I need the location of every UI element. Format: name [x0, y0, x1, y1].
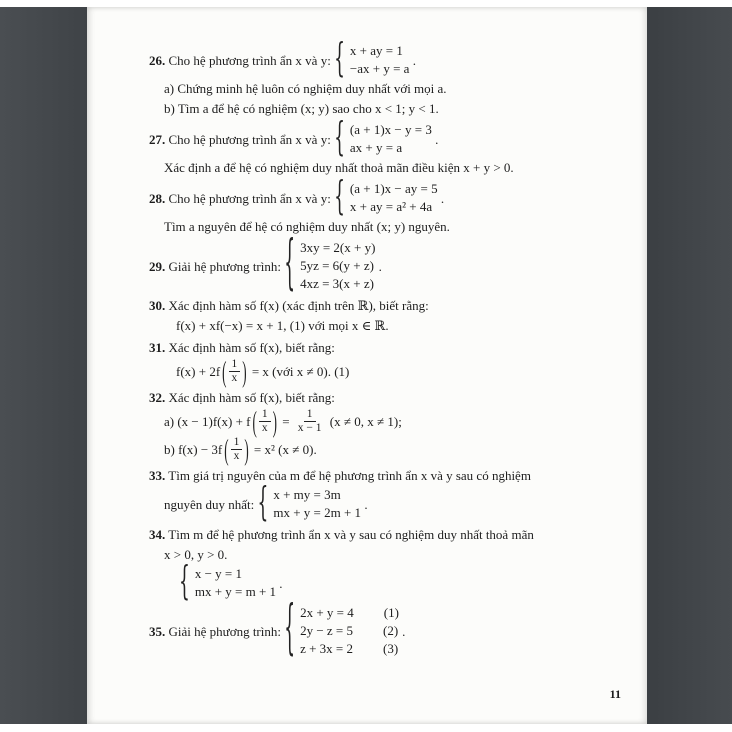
- equation-column: [350, 180, 438, 216]
- equation-label: (3): [383, 641, 399, 656]
- equation-system: [334, 173, 438, 220]
- fraction: [223, 432, 249, 467]
- equation-column: [350, 121, 432, 157]
- text-run: nguyên duy nhất:: [164, 496, 258, 512]
- text-run: f(x) + xf(−x) = x + 1, (1) với mọi x ∈ ℝ.: [176, 318, 389, 333]
- text-run: Xác định a để hệ có nghiệm duy nhất thoả mãn điều kiện x + y > 0.: [164, 160, 514, 175]
- equation-text: 3xy = 2(x + y): [300, 240, 376, 255]
- text-run: a) (x − 1)f(x) + f: [164, 414, 251, 429]
- book-page: [87, 7, 647, 724]
- problem-line: [149, 338, 619, 357]
- paren-open: (: [222, 354, 227, 389]
- equation-text: 5yz = 6(y + z): [300, 258, 374, 273]
- fraction: [294, 408, 326, 435]
- paren-open: (: [252, 404, 257, 439]
- text-run: .: [409, 52, 416, 68]
- equation-system: [284, 594, 399, 664]
- problem-line: [149, 525, 619, 544]
- problem-line: [149, 35, 619, 82]
- equation: [195, 565, 276, 583]
- system-brace-icon: {: [257, 479, 269, 526]
- equation-column: [195, 565, 276, 601]
- text-run: .: [431, 131, 439, 147]
- fraction: [221, 354, 247, 389]
- text-run: Giải hệ phương trình:: [165, 258, 285, 274]
- text-run: .: [375, 258, 382, 274]
- fraction-denominator: x: [261, 422, 268, 434]
- equation-text: (a + 1)x − ay = 5: [349, 181, 438, 196]
- problem-number: 34.: [149, 527, 166, 542]
- problem-31: [149, 338, 619, 389]
- problem-line: [149, 173, 619, 220]
- problem-number: 31.: [149, 340, 166, 355]
- problem-32: [149, 388, 619, 467]
- system-brace-icon: {: [334, 35, 345, 82]
- fraction-body: [259, 408, 271, 435]
- paren-close: ): [242, 354, 247, 389]
- problem-line: [149, 296, 619, 315]
- problem-line: [164, 99, 619, 118]
- problem-number: 32.: [149, 390, 166, 405]
- equation-label: (2): [383, 623, 399, 638]
- equation-text: 2y − z = 5: [300, 623, 354, 638]
- fraction-numerator: 1: [231, 436, 243, 450]
- photo-background-left: [0, 7, 87, 724]
- problem-line: [164, 217, 619, 236]
- equation: [350, 180, 438, 198]
- text-run: =: [278, 414, 293, 429]
- text-run: Tìm giá trị nguyên của m để hệ phương trình ẩn x và y sau có nghiệm: [165, 468, 531, 483]
- text-run: Cho hệ phương trình ẩn x và y:: [165, 131, 335, 147]
- equation-system: [284, 229, 376, 299]
- equation-text: x − y = 1: [194, 566, 242, 581]
- equation-system: [257, 479, 362, 526]
- equation-column: [273, 486, 361, 522]
- problem-number: 30.: [149, 298, 166, 313]
- problem-line: [179, 558, 619, 605]
- problem-27: [149, 114, 619, 177]
- problem-number: 27.: [149, 131, 166, 147]
- problem-number: 35.: [149, 623, 166, 639]
- equation: [300, 257, 375, 275]
- equation: [300, 239, 375, 257]
- text-run: .: [361, 496, 368, 512]
- fraction-numerator: 1: [304, 408, 316, 422]
- text-run: b) Tìm a để hệ có nghiệm (x; y) sao cho x < 1; y < 1.: [164, 101, 439, 116]
- fraction-denominator: x − 1: [297, 422, 322, 434]
- equation-text: z + 3x = 2: [300, 641, 354, 656]
- equation-column: [350, 42, 410, 78]
- paren-close: ): [244, 432, 249, 467]
- text-run: .: [437, 190, 445, 206]
- text-run: b) f(x) − 3f: [164, 442, 223, 457]
- equation-text: ax + y = a: [349, 140, 403, 155]
- text-run: = x (với x ≠ 0). (1): [248, 364, 350, 379]
- equation-text: x + my = 3m: [273, 487, 341, 502]
- fraction-numerator: 1: [259, 408, 271, 422]
- problem-number: 29.: [149, 258, 166, 274]
- paren-open: (: [224, 432, 229, 467]
- equation: [300, 275, 375, 293]
- fraction-body: [295, 408, 325, 435]
- text-run: (x ≠ 0, x ≠ 1);: [326, 414, 402, 429]
- equation-text: x + ay = a² + 4a: [349, 199, 433, 214]
- equation-system: [334, 114, 432, 161]
- text-run: Tìm a nguyên để hệ có nghiệm duy nhất (x; y) nguyên.: [164, 219, 450, 234]
- text-run: Tìm m để hệ phương trình ẩn x và y sau có nghiệm duy nhất thoả mãn: [165, 527, 534, 542]
- problem-line: [149, 466, 619, 485]
- text-run: = x² (x ≠ 0).: [250, 442, 317, 457]
- problem-line: [176, 316, 619, 335]
- problem-33: [149, 466, 619, 526]
- problem-line: [164, 158, 619, 177]
- equation: [350, 139, 432, 157]
- problem-line: [149, 229, 619, 299]
- fraction: [252, 404, 278, 439]
- equation: [195, 583, 276, 601]
- text-run: x > 0, y > 0.: [164, 547, 228, 562]
- equation-text: x + ay = 1: [349, 43, 403, 58]
- problem-list: [149, 35, 619, 664]
- equation: [300, 604, 399, 622]
- equation-text: 4xz = 3(x + z): [300, 276, 374, 291]
- problem-line: [164, 404, 619, 439]
- problem-number: 33.: [149, 468, 166, 483]
- problem-number: 28.: [149, 190, 166, 206]
- problem-number: 26.: [149, 52, 166, 68]
- problem-26: [149, 35, 619, 118]
- equation: [350, 121, 432, 139]
- equation: [350, 198, 438, 216]
- problem-line: [164, 479, 619, 526]
- text-run: .: [276, 575, 283, 591]
- equation-column: [300, 239, 375, 293]
- equation-text: mx + y = 2m + 1: [273, 505, 362, 520]
- equation-text: mx + y = m + 1: [194, 584, 277, 599]
- text-run: Cho hệ phương trình ẩn x và y:: [165, 52, 335, 68]
- page-number: 11: [609, 687, 621, 701]
- problem-35: [149, 594, 619, 664]
- equation-system: [179, 558, 277, 605]
- equation-system: [334, 35, 410, 82]
- equation: [350, 60, 410, 78]
- system-brace-icon: {: [284, 594, 296, 664]
- problem-28: [149, 173, 619, 236]
- problem-30: [149, 296, 619, 335]
- system-brace-icon: {: [334, 114, 345, 161]
- equation: [300, 622, 399, 640]
- equation-column: [300, 604, 399, 658]
- fraction-denominator: x: [233, 450, 240, 462]
- fraction-numerator: 1: [229, 358, 241, 372]
- equation-label: (1): [383, 605, 399, 620]
- text-run: Xác định hàm số f(x) (xác định trên ℝ), biết rằng:: [165, 298, 429, 313]
- text-run: Xác định hàm số f(x), biết rằng:: [165, 390, 335, 405]
- text-run: Xác định hàm số f(x), biết rằng:: [165, 340, 335, 355]
- equation: [300, 640, 399, 658]
- text-run: Giải hệ phương trình:: [165, 623, 285, 639]
- photo-background-right: [647, 7, 732, 724]
- problem-line: [149, 388, 619, 407]
- equation: [273, 504, 361, 522]
- text-run: .: [398, 623, 406, 639]
- text-run: Cho hệ phương trình ẩn x và y:: [165, 190, 335, 206]
- equation: [350, 42, 410, 60]
- fraction-body: [229, 358, 241, 385]
- fraction-denominator: x: [231, 372, 238, 384]
- system-brace-icon: {: [179, 558, 190, 605]
- problem-34: [149, 525, 619, 605]
- problem-line: [176, 354, 619, 389]
- problem-line: [164, 545, 619, 564]
- system-brace-icon: {: [284, 229, 296, 299]
- equation-text: −ax + y = a: [349, 61, 410, 76]
- text-run: a) Chứng minh hệ luôn có nghiệm duy nhất với mọi a.: [164, 81, 447, 96]
- text-run: f(x) + 2f: [176, 364, 221, 379]
- system-brace-icon: {: [334, 173, 345, 220]
- equation-text: 2x + y = 4: [300, 605, 354, 620]
- problem-line: [164, 432, 619, 467]
- problem-29: [149, 229, 619, 299]
- fraction-body: [231, 436, 243, 463]
- problem-line: [149, 114, 619, 161]
- problem-line: [164, 79, 619, 98]
- equation: [273, 486, 361, 504]
- problem-line: [149, 594, 619, 664]
- paren-close: ): [272, 404, 277, 439]
- equation-text: (a + 1)x − y = 3: [349, 122, 432, 137]
